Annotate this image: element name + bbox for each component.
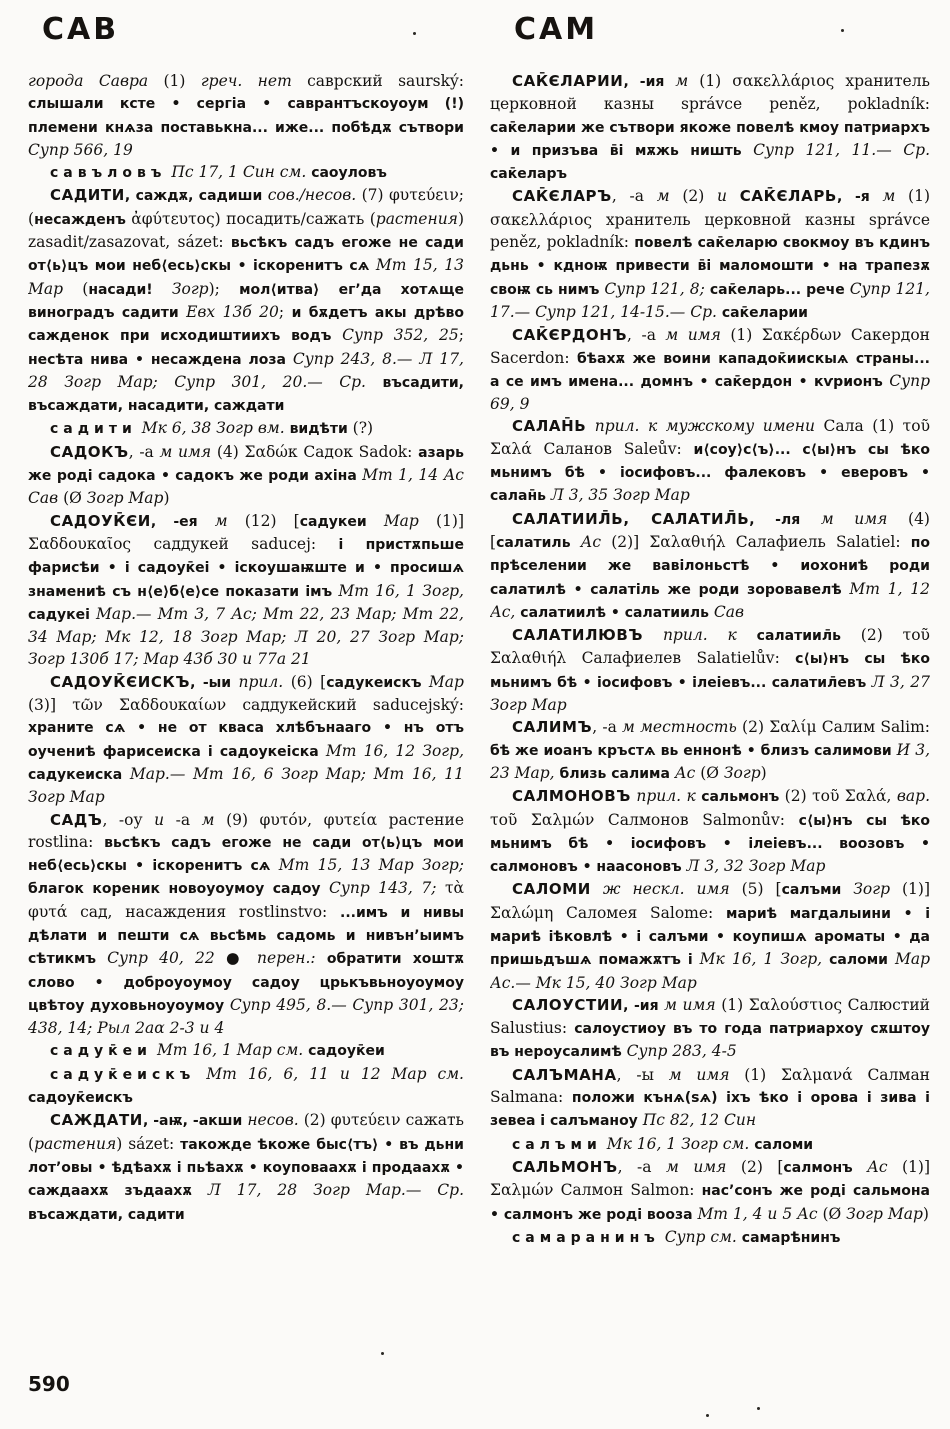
- entry-text-it: Супр 121, 17.— Супр 121, 14-15.— Ср.: [490, 279, 930, 321]
- dictionary-entry: [490, 1226, 930, 1249]
- entry-text-rm: (2)]: [611, 532, 650, 551]
- entry-text-it: Мар.— Мт 3, 7 Ас; Мт 22, 23 Мар; Мт 22, 34 Мар; Мк 12, 18 Зогр Мар; Л 20, 27 Зогр Мар; Зогр 130б 17; Мар 43б 30 и 77а 21: [28, 604, 464, 669]
- entry-text-ocs: нас’сонъ же роді сальмона • салмонъ же роді вооза: [490, 1183, 930, 1223]
- entry-text-ocs: , -я: [836, 189, 883, 206]
- entry-text-ocs: мол⟨итва⟩ ег’да хотѧще виноградъ садити: [28, 281, 464, 321]
- entry-text-it: м имя: [666, 1157, 741, 1176]
- entry-text-rm: (Ø: [63, 489, 87, 508]
- entry-text-it: Зогр: [853, 880, 902, 899]
- entry-text-it: Супр 69, 9: [490, 371, 930, 414]
- right-column: [490, 70, 930, 1378]
- entry-text-rm: (2) [: [740, 1157, 784, 1176]
- entry-text-ocs: насади!: [88, 281, 172, 298]
- entry-text-rm: (2): [742, 718, 770, 737]
- dictionary-entry: [490, 624, 930, 716]
- dictionary-entry: [28, 809, 464, 1040]
- entry-text-it: растения: [375, 209, 458, 228]
- entry-text-ocs: і пристѫпьше фарисѣи • і садоук̄еі • іскоушаѭште и • просишѧ знамениѣ съ н⟨е⟩б⟨е⟩се показати імъ: [28, 536, 464, 600]
- entry-text-ocs: , -ыи: [190, 674, 239, 691]
- entry-text-rm: Садок Sadok:: [303, 442, 419, 461]
- entry-text-rm: (1): [699, 72, 733, 90]
- entry-text-gr: τοῦ Σαλμών: [490, 810, 608, 829]
- entry-text-ocs: такожде ѣкоже быс⟨тъ⟩ • въ дьни лот’овы • ѣдѣахѫ і пьѣахѫ • коуповаахѫ і продаахѫ • саждаахѫ зъдаахѫ: [28, 1136, 464, 1200]
- entry-text-ocs: , -ея: [150, 513, 215, 530]
- entry-text-it: Мк 16, 1 Зогр см.: [606, 1134, 755, 1153]
- entry-text-it: Зогр: [171, 279, 209, 298]
- dictionary-entry: [490, 1156, 930, 1226]
- entry-text-it: Мт 15, 13 Мар: [28, 256, 464, 298]
- entry-text-rm: (5) [: [741, 880, 782, 899]
- entry-text-it: Супр 495, 8.— Супр 301, 23; 438, 14; Рыл 2аα 2-3 и 4: [28, 995, 464, 1038]
- entry-text-ocs: близь салима: [559, 765, 675, 782]
- dictionary-entry: [490, 1064, 930, 1133]
- dictionary-entry: [28, 1109, 464, 1225]
- headword: САДОКЪ: [50, 442, 129, 461]
- entry-text-it: несов.: [247, 1111, 304, 1130]
- entry-text-rm: (: [28, 209, 35, 228]
- entry-text-rm: ): [922, 1204, 929, 1223]
- entry-text-it: растения: [34, 1134, 117, 1153]
- entry-text-it: прил. к: [630, 787, 702, 806]
- entry-text-ocs: вьсѣкъ садъ егоже не сади от⟨ь⟩цъ мои неб⟨есь⟩скы • іскоренитъ сѧ: [28, 834, 464, 875]
- headword: САЛАН̄Ь: [512, 417, 587, 436]
- entry-text-it: м: [675, 72, 700, 90]
- headword: САЛОУСТИИ: [512, 995, 624, 1014]
- dictionary-entry: [490, 415, 930, 507]
- entry-text-gr: Σακέρδων: [761, 326, 851, 345]
- entry-text-rm: Сала (1): [823, 417, 903, 436]
- entry-text-rm: саддукей saducej:: [153, 534, 339, 553]
- dictionary-entry: [28, 70, 464, 161]
- entry-text-ocs: вьсѣкъ садъ егоже не сади от⟨ь⟩цъ мои неб⟨есь⟩скы • іскоренитъ сѧ: [28, 235, 464, 275]
- entry-text-gr: ἀφύτευτος: [131, 209, 215, 228]
- entry-text-rm: (7): [361, 186, 389, 205]
- entry-text-rm: саддукейский saducejský:: [242, 696, 464, 715]
- entry-text-rm: (2): [682, 187, 718, 206]
- entry-text-rm: ;: [458, 326, 464, 345]
- entry-text-gr: Σαλμανά: [780, 1065, 868, 1084]
- entry-text-ocs: и бѫдетъ акы дрѣво сажденок при исходиштиихъ водъ: [28, 304, 464, 345]
- entry-text-it: Супр 40, 22: [107, 949, 226, 968]
- entry-text-gr: τῶν Σαδδουκαίων: [72, 696, 243, 715]
- entry-text-ocs: сак̄еларь... рече: [709, 281, 850, 298]
- page-number: 590: [28, 1372, 70, 1396]
- entry-text-it: м местность: [622, 718, 743, 737]
- entry-text-ocs: салмонъ: [783, 1159, 868, 1176]
- headword: САЖДАТИ: [50, 1111, 143, 1130]
- entry-text-gr: φυτόν, φυτεία: [259, 810, 389, 829]
- entry-text-gr: Σαλμών: [490, 1181, 561, 1200]
- entry-text-it: Л 3, 27 Зогр Мар: [490, 672, 930, 715]
- headword: САК̄ЄЛАРЪ: [512, 187, 612, 206]
- headword: САДИТИ: [50, 186, 125, 205]
- entry-text-rm: Салюстий Salustius:: [490, 995, 930, 1038]
- entry-text-it: м имя: [664, 995, 722, 1014]
- entry-text-ocs: храните сѧ • не от кваса хлѣбънааго • нъ отъ оучениѣ фарисеиска і садоукеіска: [28, 720, 464, 760]
- entry-text-sp: садити: [50, 421, 137, 438]
- entry-text-ocs: , -аѭ, -акши: [142, 1113, 248, 1130]
- entry-text-it: Л 3, 35 Зогр Мар: [550, 486, 690, 505]
- headword: САЛЪМАНА: [512, 1065, 617, 1084]
- entry-text-gr: Σαλώμη: [490, 903, 566, 922]
- entry-text-gr: Σαλαθιήλ: [649, 532, 736, 551]
- entry-text-it: м: [882, 187, 909, 206]
- entry-text-rm: сад, насаждения rostlinstvo:: [80, 902, 341, 921]
- dictionary-entry: [28, 184, 464, 417]
- entry-text-rm: ): [760, 763, 767, 782]
- headword: САДЪ: [50, 810, 103, 829]
- entry-text-ocs: несажденъ: [34, 211, 132, 228]
- entry-text-ocs: с⟨ы⟩нъ сы ѣко мьнимъ бѣ • іосифовъ • ілеіевъ... салатил̄евъ: [490, 651, 930, 691]
- headword: САЛАТИИЛ̄Ь, САЛАТИЛ̄Ь: [512, 509, 750, 528]
- entry-text-it: Мар: [428, 672, 464, 691]
- entry-text-rm: (4): [216, 442, 245, 461]
- dictionary-entry: [28, 510, 464, 671]
- entry-text-it: Супр 352, 25: [342, 326, 459, 345]
- entry-text-it: Супр 143, 7;: [329, 879, 445, 898]
- entry-text-rm: (3)]: [28, 696, 73, 715]
- entry-text-rm: (12) [: [244, 511, 300, 530]
- entry-text-it: Зогр Мар: [86, 489, 164, 508]
- entry-text-it: и: [717, 187, 740, 206]
- entry-text-it: Супр 121, 8;: [604, 279, 710, 298]
- entry-text-rm: , -а: [592, 718, 623, 737]
- entry-text-ocs: слышали ксте • сергіа • саврантъскоуоум (!) племени кнѧза поставькна... иже... побѣдѫ сътвори: [28, 96, 464, 136]
- entry-text-it: м имя: [820, 509, 909, 528]
- headword: САЛЬМОНЪ: [512, 1157, 618, 1176]
- entry-text-rm: (1): [730, 326, 762, 345]
- entry-text-ocs: садоук̄еискъ: [28, 1090, 133, 1107]
- entry-text-rm: саврский saurský:: [307, 72, 464, 90]
- scan-speck: [413, 32, 416, 35]
- dictionary-entry: [28, 1039, 464, 1062]
- entry-text-sp: савъловъ: [50, 165, 167, 182]
- headword: САДОУК̄ЄИ: [50, 511, 151, 530]
- entry-text-it: Мт 15, 13 Мар Зогр;: [278, 856, 464, 875]
- scan-speck: [706, 1414, 709, 1417]
- entry-text-ocs: положи кънѧ(ѕѧ) іхъ ѣко і орова і зива і зевеа і салъманоу: [490, 1090, 930, 1130]
- entry-text-rm: хранитель церковной казны správce peněz, pokladník:: [490, 210, 930, 252]
- entry-text-rm: );: [208, 279, 240, 298]
- entry-text-ocs: сак̄еларъ: [490, 166, 567, 183]
- entry-text-it: Мк 16, 1 Зогр,: [699, 950, 830, 969]
- entry-text-gr: τὰ φυτά: [28, 879, 464, 921]
- entry-text-ocs: садукеі: [28, 606, 97, 623]
- dictionary-entry: [490, 785, 930, 878]
- entry-text-rm: (: [82, 279, 89, 298]
- entry-text-rm: (9): [226, 810, 260, 829]
- entry-text-ocs: благок кореник новоуоумоу садоу: [28, 881, 330, 898]
- entry-text-rm: , -а: [617, 1157, 666, 1176]
- entry-text-ocs: бѣахѫ же воини кападок̄иискыѧ страны... а се имъ имена... домнъ • сак̄ердон • кѵрионъ: [490, 350, 930, 390]
- entry-text-it: Мар: [383, 511, 436, 530]
- entry-text-ocs: сак̄еларии же сътвори якоже повелѣ кмоу патриархъ • и призъва в̄і мѫжь ништь: [490, 119, 930, 159]
- dictionary-entry: [28, 671, 464, 809]
- entry-text-rm: Сакердон Sacerdon:: [490, 326, 930, 367]
- headword: САК̄ЄЛАРИИ: [512, 72, 624, 90]
- entry-text-it: м: [214, 511, 245, 530]
- entry-text-ocs: сальмонъ: [701, 789, 785, 806]
- entry-text-rm: хранитель церковной казны správce peněz, pokladník:: [490, 72, 930, 114]
- running-head-left: САВ: [42, 12, 120, 47]
- entry-text-rm: Салман Salmana:: [490, 1065, 930, 1107]
- headword: САЛМОНОВЪ: [512, 787, 631, 806]
- headword: САЛИМЪ: [512, 718, 593, 737]
- entry-text-ocs: салатиил̄ь: [756, 628, 861, 645]
- entry-text-it: Мар.— Мт 16, 6 Зогр Мар; Мт 16, 11 Зогр Мар: [28, 764, 464, 807]
- entry-text-it: Супр 566, 19: [28, 140, 133, 159]
- entry-text-sp: садук̄еискъ: [50, 1066, 196, 1083]
- entry-text-it: м имя: [668, 1065, 745, 1084]
- headword: САЛОМИ: [512, 880, 591, 899]
- entry-text-it: Ас: [867, 1157, 902, 1176]
- entry-text-rm: (?): [352, 419, 374, 438]
- entry-text-rm: (1)]: [901, 880, 930, 899]
- entry-text-rm: (1): [908, 187, 930, 206]
- entry-text-rm: ) sázet:: [116, 1134, 181, 1153]
- entry-text-ocs: ...имъ и нивы дѣлати и пешти сѧ вьсѣмь садомь и нивън’ыимъ сѣтикмъ: [28, 904, 464, 968]
- dictionary-entry: [490, 716, 930, 785]
- entry-text-ocs: садукеиска: [28, 766, 130, 783]
- entry-text-it: И 3, 23 Мар,: [490, 740, 930, 782]
- entry-text-it: Мт 1, 12 Ас,: [490, 579, 930, 621]
- entry-text-rm: Салафиель Salatiel:: [735, 532, 911, 551]
- entry-text-sp: салъми: [512, 1136, 602, 1153]
- entry-text-gr: σακελλάριος: [490, 210, 606, 229]
- entry-text-it: м имя: [159, 442, 217, 461]
- entry-text-rm: (6) [: [290, 672, 327, 691]
- entry-text-gr: τοῦ Σαλά,: [812, 787, 897, 806]
- entry-text-it: Мт 1, 14 Ас Сав: [28, 466, 464, 508]
- entry-text-ocs: повелѣ сак̄еларю свокмоу въ кдинъ дьнь • кдноѭ привести в̄і маломошти • на трапезѫ своѭ сь нимъ: [490, 235, 930, 298]
- entry-text-rm: Саланов Saleův:: [543, 439, 694, 458]
- entry-text-it: Мт 16, 1 Зогр,: [338, 581, 464, 600]
- entry-text-gr: Σαδδουκαῖος: [28, 534, 154, 553]
- entry-text-it: города Савра: [28, 72, 164, 90]
- entry-text-rm: , -оу: [102, 810, 155, 829]
- entry-text-it: Мт 16, 6, 11 и 12 Мар см.: [206, 1064, 464, 1083]
- entry-text-it: сов./несов.: [267, 186, 362, 205]
- entry-text-rm: ●: [225, 949, 258, 968]
- entry-text-ocs: обратити хоштѫ слово • доброуоумоу садоу црькъвьноуоумоу цвѣтоу духовьноуоумоу: [28, 951, 464, 1014]
- entry-text-rm: (2): [784, 787, 813, 806]
- dictionary-entry: [490, 994, 930, 1064]
- entry-text-it: вар.: [896, 787, 930, 806]
- entry-text-rm: ): [163, 489, 170, 508]
- entry-text-rm: (4) [: [490, 509, 930, 551]
- dictionary-entry: [28, 161, 464, 184]
- entry-text-rm: (1)]: [901, 1157, 930, 1176]
- headword: САК̄ЄЛАРЬ: [739, 187, 837, 206]
- entry-text-rm: ;: [278, 302, 292, 321]
- headword: САК̄ЄРДОНЪ: [512, 326, 628, 345]
- entry-text-rm: растение rostlina:: [28, 810, 464, 851]
- entry-text-it: Л 3, 32 Зогр Мар: [686, 857, 826, 876]
- entry-text-rm: (Ø: [700, 763, 724, 782]
- entry-text-ocs: садоук̄еи: [308, 1043, 385, 1060]
- entry-text-it: Супр 121, 11.— Ср.: [753, 140, 930, 159]
- entry-text-ocs: видѣти: [289, 421, 353, 438]
- entry-text-ocs: сак̄еларии: [721, 304, 808, 321]
- entry-text-sp: самаранинъ: [512, 1229, 660, 1246]
- running-head-right: САМ: [514, 12, 599, 47]
- entry-text-rm: Салафиелев Salatielův:: [581, 649, 796, 668]
- entry-text-rm: (1)]: [436, 511, 464, 530]
- entry-text-gr: Σαδώκ: [244, 442, 304, 461]
- entry-text-ocs: и⟨соу⟩с⟨ъ⟩... с⟨ы⟩нъ сы ѣко мьнимъ бѣ • іосифовъ... фалековъ • еверовъ • салан̄ь: [490, 441, 930, 505]
- dictionary-entry: [490, 1133, 930, 1156]
- entry-text-it: м: [201, 810, 227, 829]
- entry-text-ocs: саломи: [829, 952, 895, 969]
- dictionary-entry: [490, 70, 930, 185]
- entry-text-rm: (1): [163, 72, 201, 90]
- entry-text-ocs: въсадити, въсаждати, насадити, саждати: [28, 374, 464, 415]
- entry-text-ocs: салъми: [781, 882, 854, 899]
- entry-text-gr: τοῦ Σαλαθιήλ: [490, 626, 930, 668]
- entry-text-rm: -а: [175, 810, 202, 829]
- entry-text-rm: Салмон Salmon:: [560, 1181, 702, 1200]
- entry-text-ocs: , саждѫ, садиши: [124, 188, 268, 205]
- entry-text-it: м: [656, 187, 683, 206]
- dictionary-entry: [490, 324, 930, 415]
- headword: САДОУК̄ЄИСКЪ: [50, 672, 191, 691]
- entry-text-ocs: с⟨ы⟩нъ сы ѣко мьнимъ бѣ • іосифовъ • ілеіевъ... воозовъ • салмоновъ • наасоновъ: [490, 812, 930, 876]
- entry-text-rm: (2): [860, 626, 903, 645]
- entry-text-rm: , -а: [611, 187, 657, 206]
- entry-text-ocs: азарь же роді садока • садокъ же роди ахіна: [28, 444, 464, 485]
- entry-text-it: Супр 283, 4-5: [626, 1042, 737, 1061]
- entry-text-it: Мт 16, 12 Зогр,: [325, 741, 464, 760]
- entry-text-rm: сажать (: [28, 1111, 464, 1153]
- entry-text-rm: , -ы: [616, 1065, 669, 1084]
- entry-text-it: прил. к мужскому имени: [586, 417, 824, 436]
- dictionary-entry: [490, 878, 930, 993]
- entry-text-rm: (Ø: [822, 1204, 847, 1223]
- dictionary-entry: [28, 1063, 464, 1110]
- entry-text-sp: садук̄еи: [50, 1043, 152, 1060]
- entry-text-it: прил.: [238, 672, 291, 691]
- entry-text-rm: (2): [303, 1111, 331, 1130]
- entry-text-ocs: мариѣ магдалыини • і мариѣ іѣковлѣ • і салъми • коупишѧ ароматы • да пришьдъшѧ помажѫтъ і: [490, 905, 930, 969]
- entry-text-ocs: бѣ же иоанъ кръстѧ вь еннонѣ • близъ салимови: [490, 742, 897, 759]
- entry-text-it: Л 17, 28 Зогр Мар.— Ср.: [207, 1181, 464, 1200]
- entry-text-ocs: салатиль: [496, 534, 581, 551]
- entry-text-gr: φυτεύειν;: [388, 186, 464, 205]
- left-column: [28, 70, 464, 1378]
- entry-text-it: Ас: [674, 763, 701, 782]
- entry-text-ocs: въсаждати, садити: [28, 1206, 185, 1223]
- entry-text-rm: , -а: [627, 326, 666, 345]
- entry-text-ocs: , -ля: [749, 511, 821, 528]
- entry-text-it: Зогр: [723, 763, 761, 782]
- entry-text-it: Зогр Мар: [846, 1204, 923, 1223]
- entry-text-gr: Σαλίμ: [769, 718, 822, 737]
- entry-text-it: Ас: [580, 532, 612, 551]
- dictionary-entry: [28, 441, 464, 510]
- entry-text-it: прил. к: [643, 626, 757, 645]
- entry-text-it: м имя: [665, 326, 731, 345]
- entry-text-ocs: саоуловъ: [311, 165, 387, 182]
- entry-text-rm: (1): [721, 995, 749, 1014]
- entry-text-ocs: садукеи: [299, 513, 384, 530]
- entry-text-ocs: садукеискъ: [326, 674, 429, 691]
- entry-text-ocs: по прѣселении же вавілоньстѣ • иохониѣ роди салатилѣ • салатіль же роди зоровавелѣ: [490, 534, 930, 598]
- entry-text-it: Мт 1, 4 и 5 Ас: [697, 1204, 823, 1223]
- dictionary-entry: [490, 508, 930, 624]
- dictionary-entry: [490, 185, 930, 324]
- entry-text-it: и: [154, 810, 176, 829]
- entry-text-rm: [195, 1065, 206, 1083]
- entry-text-rm: Саломея Salome:: [566, 903, 727, 922]
- entry-text-it: Мар Ас.— Мк 15, 40 Зогр Мар: [490, 950, 930, 992]
- entry-text-gr: φυτεύειν: [330, 1111, 406, 1130]
- entry-text-it: ж нескл. имя: [590, 880, 742, 899]
- entry-text-it: Мк 6, 38 Зогр вм.: [141, 419, 290, 438]
- entry-text-rm: ) посадить/сажать (: [214, 209, 376, 228]
- entry-text-it: Сав: [713, 602, 744, 621]
- entry-text-gr: τοῦ Σαλά: [490, 417, 930, 458]
- entry-text-rm: , -а: [128, 442, 160, 461]
- scan-speck: [841, 29, 844, 32]
- entry-text-rm: (1): [744, 1065, 781, 1084]
- entry-text-rm: ) zasadit/zasazovat, sázet:: [28, 209, 464, 252]
- entry-text-ocs: , -ия: [623, 997, 665, 1014]
- scan-speck: [757, 1407, 760, 1410]
- entry-text-it: Евх 13б 20: [186, 302, 279, 321]
- scan-speck: [381, 1352, 384, 1355]
- entry-text-it: Супр см.: [664, 1227, 742, 1246]
- entry-text-it: перен.:: [257, 949, 327, 968]
- entry-text-gr: Σαλούστιος: [748, 995, 848, 1014]
- entry-text-rm: Салим Salim:: [821, 718, 930, 737]
- headword: САЛАТИЛЮВЪ: [512, 626, 644, 645]
- entry-text-it: Мт 16, 1 Мар см.: [156, 1041, 309, 1060]
- entry-text-ocs: самарѣнинъ: [741, 1229, 841, 1246]
- entry-text-ocs: салоустиоу въ то года патриархоу сѫштоу въ нероусалимѣ: [490, 1021, 930, 1061]
- entry-text-ocs: , -ия: [623, 74, 676, 90]
- entry-text-ocs: салатиилѣ • салатииль: [520, 604, 714, 621]
- entry-text-it: Супр 243, 8.— Л 17, 28 Зогр Мар; Супр 301, 20.— Ср.: [28, 349, 464, 391]
- entry-text-it: Пс 17, 1 Син см.: [171, 163, 312, 182]
- entry-text-ocs: саломи: [754, 1136, 814, 1153]
- entry-text-it: греч. нет: [200, 72, 308, 90]
- entry-text-gr: σακελλάριος: [732, 72, 846, 90]
- entry-text-it: Пс 82, 12 Син: [642, 1111, 757, 1130]
- dictionary-entry: [28, 417, 464, 440]
- entry-text-ocs: несѣта нива • несаждена лоза: [28, 351, 293, 368]
- entry-text-rm: Салмонов Salmonův:: [607, 810, 799, 829]
